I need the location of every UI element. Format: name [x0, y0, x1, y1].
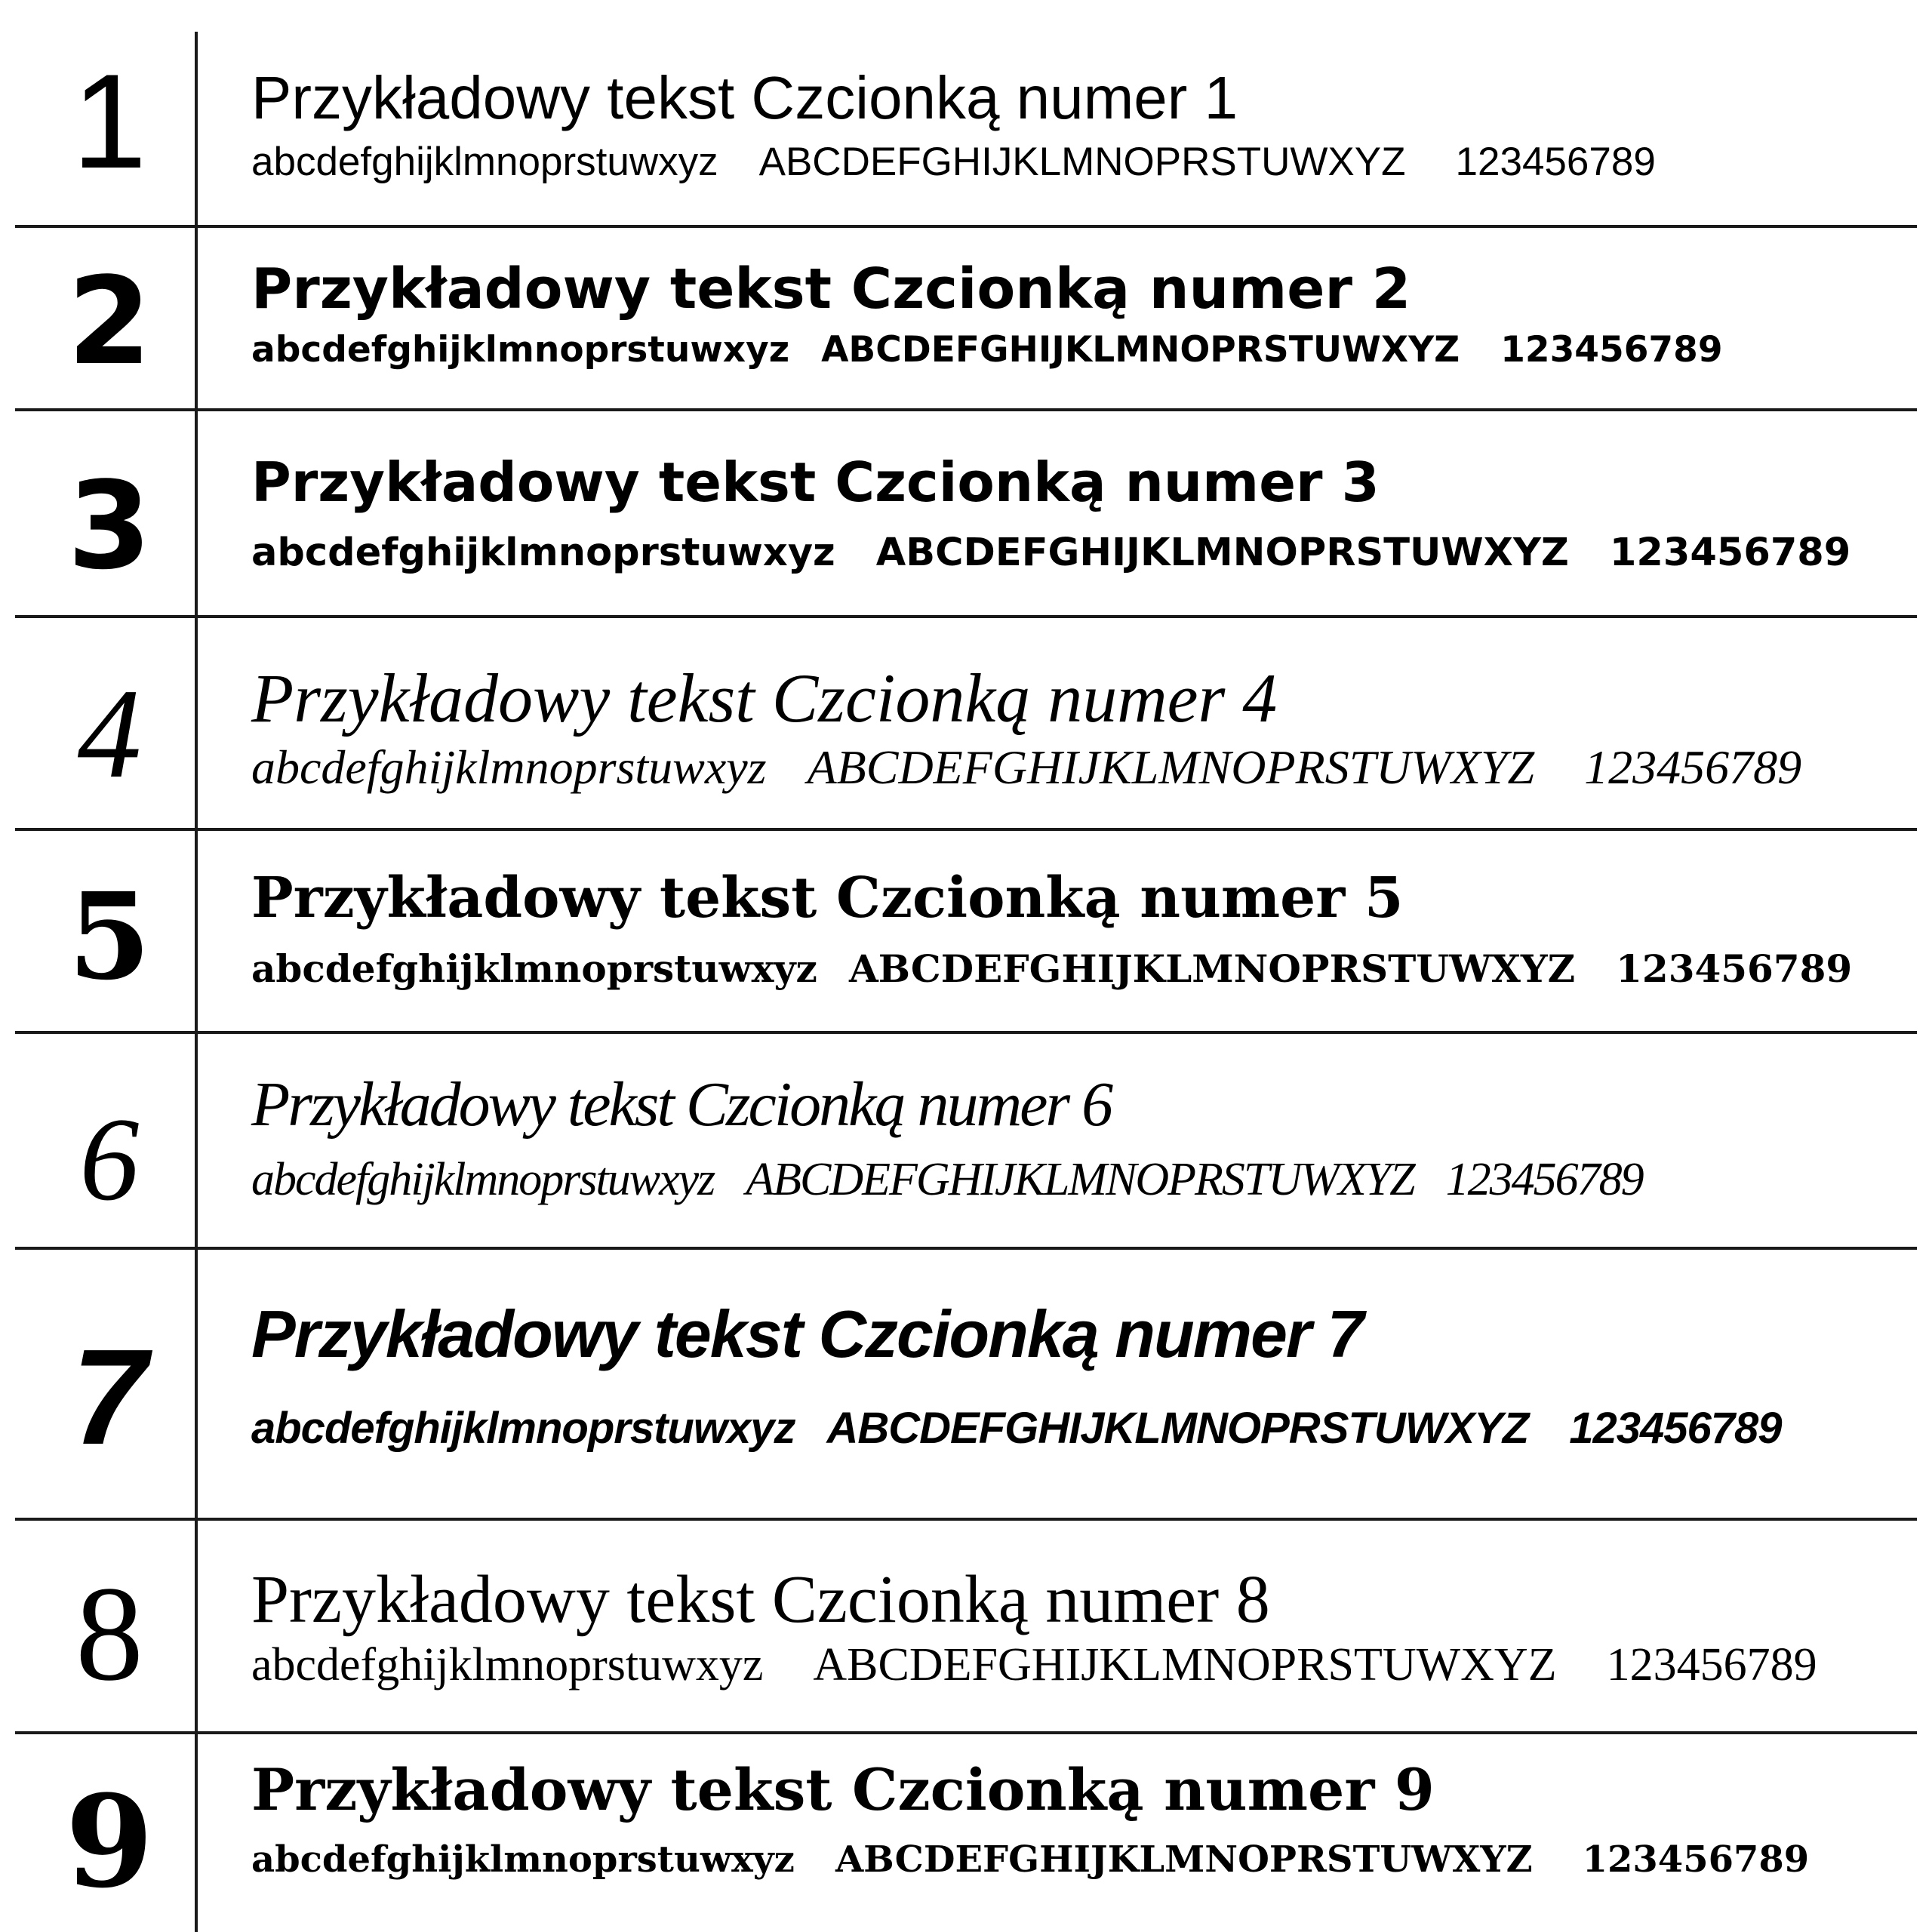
- digits: 123456789: [1584, 740, 1802, 794]
- alphabet-line: [251, 946, 1853, 991]
- digits: 123456789: [1616, 946, 1853, 991]
- font-number: 4: [77, 663, 142, 804]
- lowercase-alphabet: abcdefghijklmnoprstuwxyz: [251, 1838, 795, 1881]
- uppercase-alphabet: ABCDEFGHIJKLMNOPRSTUWXYZ: [875, 531, 1569, 575]
- font-number: 5: [68, 867, 151, 1007]
- font-number: 6: [79, 1094, 140, 1226]
- font-number: 2: [67, 251, 152, 392]
- lowercase-alphabet: abcdefghijklmnoprstuwxyz: [251, 946, 817, 991]
- digits: 123456789: [1569, 1404, 1782, 1453]
- digits: 123456789: [1500, 329, 1723, 371]
- font-row-8: [0, 1521, 1932, 1731]
- sample-text: Przykładowy tekst Czcionką numer 4: [251, 660, 1278, 737]
- font-row-1: [0, 0, 1932, 225]
- sample-text: Przykładowy tekst Czcionką numer 7: [251, 1297, 1363, 1371]
- alphabet-line: [251, 1838, 1810, 1881]
- lowercase-alphabet: abcdefghijklmnoprstuwxyz: [251, 1154, 715, 1205]
- lowercase-alphabet: abcdefghijklmnoprstuwxyz: [251, 531, 835, 575]
- uppercase-alphabet: ABCDEFGHIJKLMNOPRSTUWXYZ: [746, 1154, 1414, 1205]
- digits: 123456789: [1609, 531, 1851, 575]
- uppercase-alphabet: ABCDEFGHIJKLMNOPRSTUWXYZ: [848, 946, 1576, 991]
- font-row-5: [0, 831, 1932, 1031]
- digits: 123456789: [1606, 1639, 1817, 1690]
- lowercase-alphabet: abcdefghijklmnoprstuwxyz: [251, 329, 790, 371]
- sample-text: Przykładowy tekst Czcionką numer 5: [251, 866, 1404, 931]
- uppercase-alphabet: ABCDEFGHIJKLMNOPRSTUWXYZ: [821, 329, 1460, 371]
- font-row-3: [0, 411, 1932, 615]
- sample-text: Przykładowy tekst Czcionką numer 9: [251, 1756, 1435, 1823]
- sample-text: Przykładowy tekst Czcionką numer 1: [251, 64, 1238, 131]
- lowercase-alphabet: abcdefghijklmnoprstuwxyz: [251, 1639, 764, 1690]
- font-number: 8: [75, 1558, 143, 1709]
- sample-text: Przykładowy tekst Czcionką numer 8: [251, 1562, 1270, 1637]
- uppercase-alphabet: ABCDEFGHIJKLMNOPRSTUWXYZ: [813, 1639, 1557, 1690]
- lowercase-alphabet: abcdefghijklmnoprstuwxyz: [251, 740, 767, 794]
- font-row-9: [0, 1734, 1932, 1932]
- alphabet-line: [251, 329, 1723, 371]
- digits: 123456789: [1582, 1838, 1810, 1881]
- digits: 123456789: [1445, 1154, 1643, 1205]
- alphabet-line: [251, 1404, 1782, 1453]
- lowercase-alphabet: abcdefghijklmnoprstuwxyz: [251, 140, 718, 184]
- alphabet-line: [251, 740, 1802, 794]
- digits: 123456789: [1455, 140, 1656, 184]
- font-number: 3: [67, 455, 152, 596]
- alphabet-line: [251, 1156, 1643, 1203]
- alphabet-line: [251, 1641, 1817, 1688]
- alphabet-line: [251, 142, 1656, 182]
- font-row-7: [0, 1250, 1932, 1518]
- font-number: 9: [65, 1767, 154, 1916]
- font-number: 7: [71, 1321, 148, 1473]
- sample-text: Przykładowy tekst Czcionką numer 2: [251, 257, 1411, 321]
- sample-text: Przykładowy tekst Czcionką numer 6: [251, 1069, 1112, 1140]
- alphabet-line: [251, 531, 1851, 575]
- uppercase-alphabet: ABCDEFGHIJKLMNOPRSTUWXYZ: [807, 740, 1535, 794]
- font-number: 1: [72, 46, 147, 196]
- font-row-4: [0, 618, 1932, 828]
- lowercase-alphabet: abcdefghijklmnoprstuwxyz: [251, 1404, 795, 1453]
- uppercase-alphabet: ABCDEFGHIJKLMNOPRSTUWXYZ: [826, 1404, 1529, 1453]
- font-row-6: [0, 1034, 1932, 1247]
- font-row-2: [0, 228, 1932, 408]
- uppercase-alphabet: ABCDEFGHIJKLMNOPRSTUWXYZ: [758, 140, 1406, 184]
- uppercase-alphabet: ABCDEFGHIJKLMNOPRSTUWXYZ: [835, 1838, 1533, 1881]
- sample-text: Przykładowy tekst Czcionką numer 3: [251, 451, 1380, 514]
